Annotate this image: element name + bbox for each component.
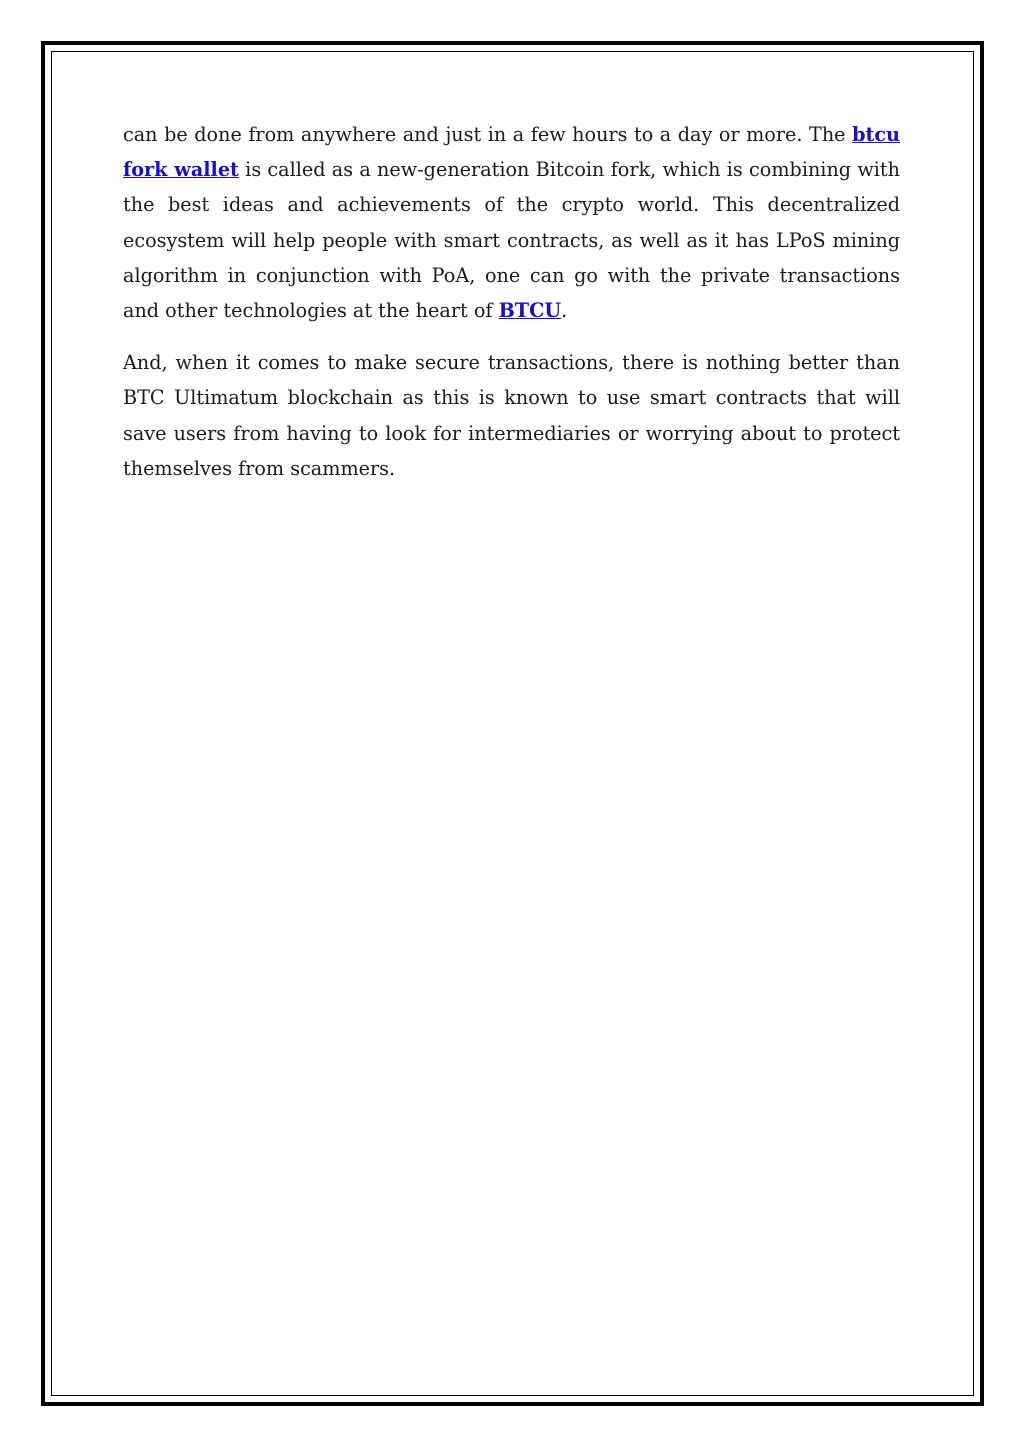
btcu-fork-wallet-link[interactable]: btcu fork wallet	[123, 123, 900, 182]
document-body	[123, 117, 900, 486]
paragraph-1-text-2: is called as a new-generation Bitcoin fork, which is combining with the best ideas and achievements of the crypto world. This decentralized ecosystem will help people with smart contracts, as well as it has LPoS mining algorithm in conjunction with PoA, one can go with the private transactions and other technologies at the heart of	[123, 158, 900, 323]
paragraph-1-text-1: can be done from anywhere and just in a few hours to a day or more. The	[123, 123, 853, 146]
paragraph-2	[123, 345, 900, 486]
paragraph-1-text-3: .	[561, 299, 568, 323]
paragraph-2-text-1: And, when it comes to make secure transactions, there is nothing better than BTC Ultimatum blockchain as this is known to use smart contracts that will save users from having to look for intermediaries or worrying about to protect themselves from scammers.	[123, 351, 900, 480]
paragraph-1	[123, 117, 900, 328]
btcu-link[interactable]: BTCU	[498, 299, 562, 323]
